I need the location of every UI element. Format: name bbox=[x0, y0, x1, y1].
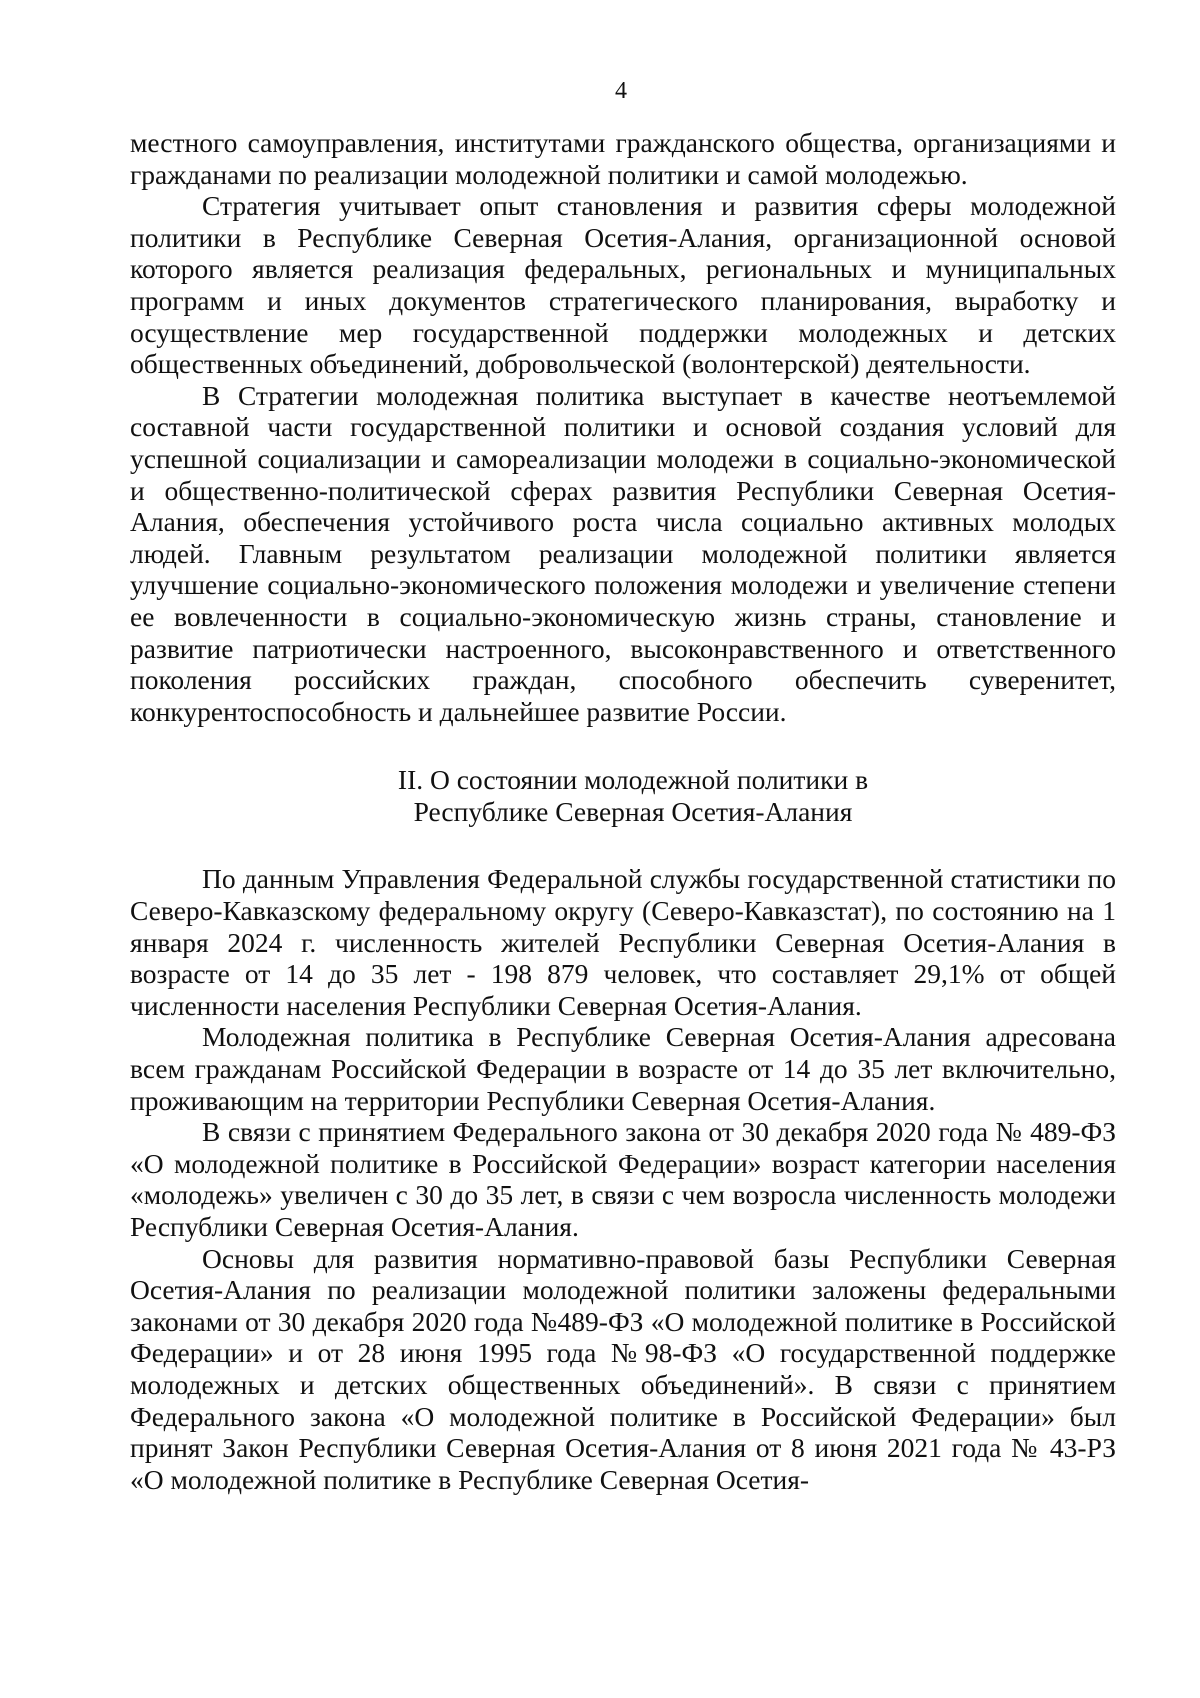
page-number: 4 bbox=[615, 78, 627, 104]
document-body bbox=[130, 127, 1116, 1495]
section-heading-line-2: Республике Северная Осетия-Алания bbox=[413, 795, 853, 827]
paragraph-federal-law-age: В связи с принятием Федерального закона от 30 декабря 2020 года № 489-ФЗ «О молодежной политике в Российской Федерации» возраст категории населения «молодежь» увеличен с 30 до 35 лет, в связи с чем возросла численность молодежи Республики Северная Осетия-Алания. bbox=[130, 1116, 1116, 1242]
paragraph-continuation: местного самоуправления, институтами гражданского общества, организациями и гражданами по реализации молодежной политики и самой молодежью. bbox=[130, 127, 1116, 190]
paragraph-target-audience: Молодежная политика в Республике Северная Осетия-Алания адресована всем гражданам Российской Федерации в возрасте от 14 до 35 лет включительно, проживающим на территории Республики Северная Осетия-Алания. bbox=[130, 1021, 1116, 1116]
section-heading bbox=[130, 764, 1116, 827]
paragraph-strategy-youth-policy: В Стратегии молодежная политика выступает в качестве неотъемлемой составной части государственной политики и основой создания условий для успешной социализации и самореализации молодежи в социально-экономической и общественно-политической сферах развития Республики Северная Осетия-Алания, обеспечения устойчивого роста числа социально активных молодых людей. Главным результатом реализации молодежной политики является улучшение социально-экономического положения молодежи и увеличение степени ее вовлеченности в социально-экономическую жизнь страны, становление и развитие патриотически настроенного, высоконравственного и ответственного поколения российских граждан, способного обеспечить суверенитет, конкурентоспособность и дальнейшее развитие России. bbox=[130, 379, 1116, 727]
paragraph-strategy-experience: Стратегия учитывает опыт становления и развития сферы молодежной политики в Республике Северная Осетия-Алания, организационной основой которого является реализация федеральных, региональных и муниципальных программ и иных документов стратегического планирования, выработку и осуществление мер государственной поддержки молодежных и детских общественных объединений, добровольческой (волонтерской) деятельности. bbox=[130, 190, 1116, 380]
paragraph-statistics: По данным Управления Федеральной службы государственной статистики по Северо-Кавказскому федеральному округу (Северо-Кавказстат), по состоянию на 1 января 2024 г. численность жителей Республики Северная Осетия-Алания в возрасте от 14 до 35 лет - 198 879 человек, что составляет 29,1% от общей численности населения Республики Северная Осетия-Алания. bbox=[130, 863, 1116, 1021]
section-heading-line-1: II. О состоянии молодежной политики в bbox=[397, 764, 869, 796]
paragraph-legal-framework: Основы для развития нормативно-правовой базы Республики Северная Осетия-Алания по реализации молодежной политики заложены федеральными законами от 30 декабря 2020 года №489-ФЗ «О молодежной политике в Российской Федерации» и от 28 июня 1995 года №98-ФЗ «О государственной поддержке молодежных и детских общественных объединений». В связи с принятием Федерального закона «О молодежной политике в Российской Федерации» был принят Закон Республики Северная Осетия-Алания от 8 июня 2021 года № 43-РЗ «О молодежной политике в Республике Северная Осетия- bbox=[130, 1242, 1116, 1495]
